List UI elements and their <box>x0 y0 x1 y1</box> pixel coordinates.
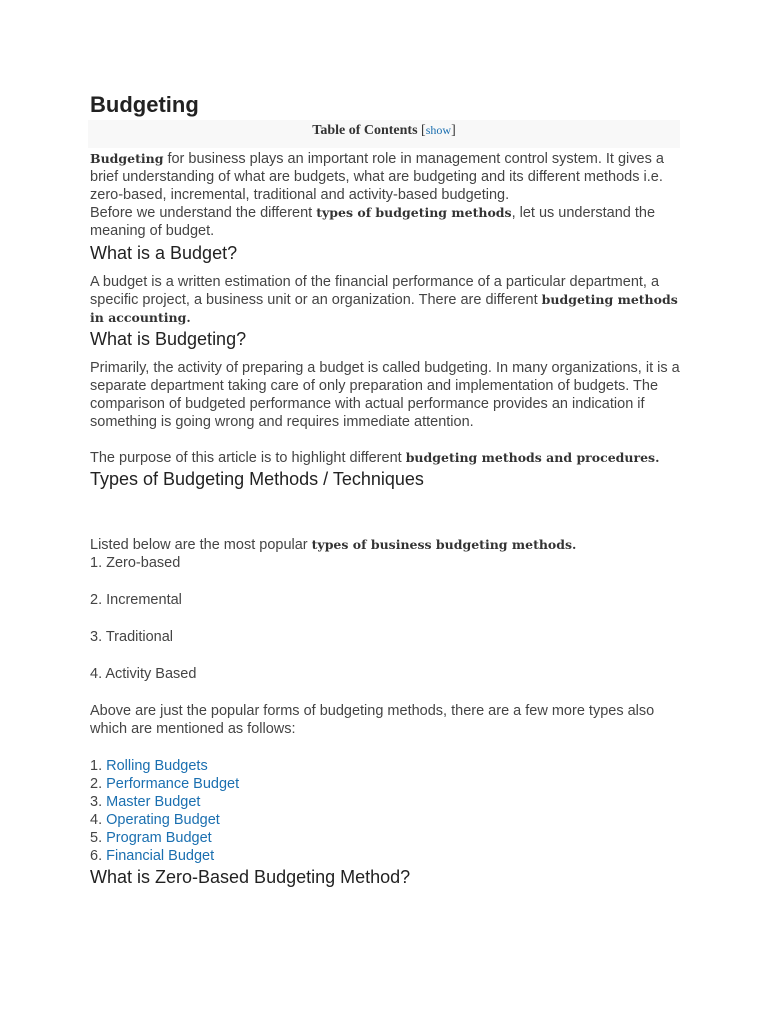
intro-line2-pre: Before we understand the different <box>90 205 317 221</box>
toc-title: Table of Contents <box>312 123 418 138</box>
link-rolling-budgets[interactable]: Rolling Budgets <box>106 758 208 774</box>
budget-bold: budgeting methods in accounting. <box>90 292 678 325</box>
intro-line2-post: , let us understand the meaning of budget. <box>90 205 656 239</box>
article-content <box>90 90 680 889</box>
list-item <box>90 829 680 847</box>
list-item-number: 6. <box>90 848 107 864</box>
heading-what-is-budget: What is a Budget? <box>90 243 238 263</box>
list-item <box>90 757 680 775</box>
method-item: 4. Activity Based <box>90 666 197 682</box>
page-title: Budgeting <box>90 92 199 117</box>
purpose-bold: budgeting methods and procedures. <box>405 450 660 465</box>
list-item <box>90 847 680 865</box>
method-item: 3. Traditional <box>90 629 174 645</box>
heading-types-of-budgeting: Types of Budgeting Methods / Techniques <box>90 469 424 489</box>
toc-bracket-close: ] <box>451 123 456 138</box>
more-types-list <box>90 757 680 865</box>
listed-pre: Listed below are the most popular <box>90 537 312 553</box>
purpose-paragraph <box>90 449 680 467</box>
list-item-number: 1. <box>90 758 107 774</box>
list-item-number: 5. <box>90 830 107 846</box>
budgeting-paragraph: Primarily, the activity of preparing a budget is called budgeting. In many organizations, it is a separate department taking care of only preparation and implementation of budgets. The comparison of budgeted performance with actual performance provides an indication if something is going wrong and requires immediate attention. <box>90 360 680 430</box>
more-types-paragraph: Above are just the popular forms of budgeting methods, there are a few more types also which are mentioned as follows: <box>90 703 655 737</box>
method-item: 2. Incremental <box>90 592 182 608</box>
listed-bold: types of business budgeting methods. <box>311 537 577 552</box>
budget-text: A budget is a written estimation of the financial performance of a particular department, a specific project, a business unit or an organization. There are different <box>90 274 660 308</box>
link-operating-budget[interactable]: Operating Budget <box>106 812 220 828</box>
link-master-budget[interactable]: Master Budget <box>106 794 201 810</box>
heading-what-is-budgeting: What is Budgeting? <box>90 329 247 349</box>
link-program-budget[interactable]: Program Budget <box>106 830 212 846</box>
method-item: 1. Zero-based <box>90 555 181 571</box>
list-item-number: 4. <box>90 812 107 828</box>
intro-paragraph <box>90 150 680 204</box>
toc-show-link[interactable]: show <box>425 123 452 137</box>
intro-bold: Budgeting <box>90 151 164 166</box>
list-item <box>90 793 680 811</box>
heading-zero-based: What is Zero-Based Budgeting Method? <box>90 867 411 887</box>
link-financial-budget[interactable]: Financial Budget <box>106 848 215 864</box>
list-item <box>90 775 680 793</box>
list-item <box>90 811 680 829</box>
toc-bracket-open: [ <box>421 123 426 138</box>
intro-text: for business plays an important role in management control system. It gives a brief understanding of what are budgets, what are budgeting and its different methods i.e. zero-based, incremental, traditional and activity-based budgeting. <box>90 151 664 203</box>
intro-line2-bold: types of budgeting methods <box>316 205 512 220</box>
list-item-number: 2. <box>90 776 107 792</box>
purpose-pre: The purpose of this article is to highlight different <box>90 450 406 466</box>
intro-line2 <box>90 204 680 240</box>
list-item-number: 3. <box>90 794 107 810</box>
link-performance-budget[interactable]: Performance Budget <box>106 776 240 792</box>
table-of-contents <box>88 120 680 148</box>
listed-paragraph <box>90 536 680 554</box>
budget-paragraph <box>90 273 680 327</box>
